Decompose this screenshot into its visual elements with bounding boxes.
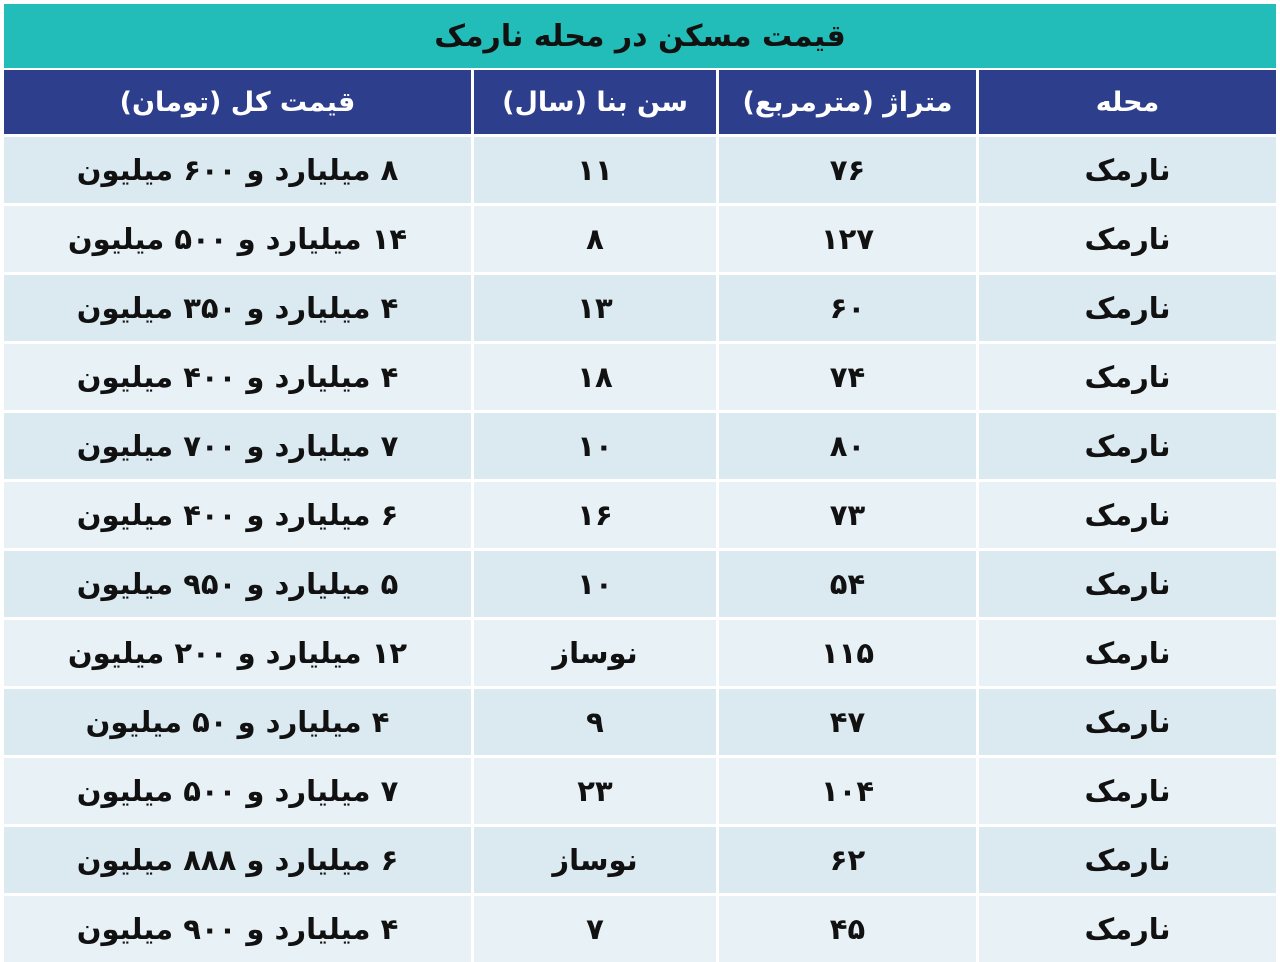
cell-neighborhood: نارمک [976, 686, 1276, 755]
table-header-row [4, 70, 1276, 134]
header-neighborhood: محله [976, 70, 1276, 134]
cell-area: ۷۳ [716, 479, 976, 548]
cell-building-age: ۱۰ [471, 410, 716, 479]
cell-total-price: ۸ میلیارد و ۶۰۰ میلیون [4, 134, 471, 203]
price-table [4, 70, 1276, 962]
cell-building-age: ۸ [471, 203, 716, 272]
cell-neighborhood: نارمک [976, 617, 1276, 686]
cell-building-age: ۱۰ [471, 548, 716, 617]
cell-area: ۴۵ [716, 893, 976, 962]
cell-neighborhood: نارمک [976, 479, 1276, 548]
cell-area: ۸۰ [716, 410, 976, 479]
cell-total-price: ۷ میلیارد و ۵۰۰ میلیون [4, 755, 471, 824]
cell-neighborhood: نارمک [976, 134, 1276, 203]
cell-total-price: ۷ میلیارد و ۷۰۰ میلیون [4, 410, 471, 479]
table-row [4, 548, 1276, 617]
cell-building-age: ۱۸ [471, 341, 716, 410]
page-title: قیمت مسکن در محله نارمک [434, 18, 846, 54]
cell-building-age: ۲۳ [471, 755, 716, 824]
cell-building-age: ۱۱ [471, 134, 716, 203]
cell-area: ۱۲۷ [716, 203, 976, 272]
cell-total-price: ۶ میلیارد و ۸۸۸ میلیون [4, 824, 471, 893]
cell-total-price: ۴ میلیارد و ۵۰ میلیون [4, 686, 471, 755]
cell-neighborhood: نارمک [976, 410, 1276, 479]
cell-total-price: ۱۴ میلیارد و ۵۰۰ میلیون [4, 203, 471, 272]
title-bar [4, 4, 1276, 68]
cell-building-age: ۹ [471, 686, 716, 755]
cell-neighborhood: نارمک [976, 203, 1276, 272]
table-row [4, 686, 1276, 755]
cell-area: ۵۴ [716, 548, 976, 617]
cell-area: ۶۲ [716, 824, 976, 893]
cell-total-price: ۶ میلیارد و ۴۰۰ میلیون [4, 479, 471, 548]
cell-building-age: نوساز [471, 617, 716, 686]
table-row [4, 134, 1276, 203]
cell-total-price: ۵ میلیارد و ۹۵۰ میلیون [4, 548, 471, 617]
table-row [4, 479, 1276, 548]
cell-neighborhood: نارمک [976, 548, 1276, 617]
table-row [4, 617, 1276, 686]
cell-building-age: نوساز [471, 824, 716, 893]
cell-neighborhood: نارمک [976, 893, 1276, 962]
cell-neighborhood: نارمک [976, 341, 1276, 410]
table-row [4, 410, 1276, 479]
table-row [4, 272, 1276, 341]
cell-total-price: ۴ میلیارد و ۳۵۰ میلیون [4, 272, 471, 341]
cell-neighborhood: نارمک [976, 272, 1276, 341]
cell-building-age: ۱۶ [471, 479, 716, 548]
cell-area: ۱۰۴ [716, 755, 976, 824]
cell-building-age: ۷ [471, 893, 716, 962]
cell-area: ۱۱۵ [716, 617, 976, 686]
header-area: متراژ (مترمربع) [716, 70, 976, 134]
cell-total-price: ۴ میلیارد و ۹۰۰ میلیون [4, 893, 471, 962]
cell-area: ۶۰ [716, 272, 976, 341]
table-row [4, 755, 1276, 824]
cell-total-price: ۴ میلیارد و ۴۰۰ میلیون [4, 341, 471, 410]
cell-area: ۷۴ [716, 341, 976, 410]
cell-total-price: ۱۲ میلیارد و ۲۰۰ میلیون [4, 617, 471, 686]
table-row [4, 893, 1276, 962]
table-row [4, 824, 1276, 893]
cell-neighborhood: نارمک [976, 824, 1276, 893]
cell-area: ۷۶ [716, 134, 976, 203]
table-row [4, 203, 1276, 272]
header-total-price: قیمت کل (تومان) [4, 70, 471, 134]
cell-building-age: ۱۳ [471, 272, 716, 341]
cell-area: ۴۷ [716, 686, 976, 755]
table-row [4, 341, 1276, 410]
cell-neighborhood: نارمک [976, 755, 1276, 824]
header-building-age: سن بنا (سال) [471, 70, 716, 134]
